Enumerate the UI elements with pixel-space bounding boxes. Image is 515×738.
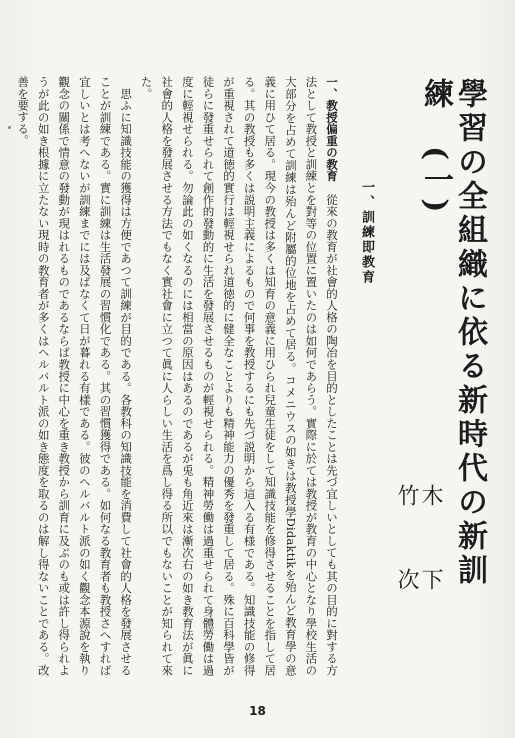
page-number: 18 [249, 704, 266, 718]
paragraph-1 [136, 76, 342, 676]
article-body [12, 76, 342, 676]
paragraph-2: 思ふに知識技能の獲得は方便であつて訓練が目的である。各教科の知識技能を消費して社會的人格を發展させることが訓練である。實に訓練は生活發展の習慣化である。其の習慣獲得である。如何なる教育者も教授さへすれば宜しいとは考へないが訓練までには及ばなくて日が暮れる有樣である。彼のヘルバルト派の如く觀念本源說を執り觀念の關係で情意の發動が現はれるものであるならば教授に中心を重き教授から訓育に及ぶのも或は許し得られようが此の如き根據に立たない現時の教育者が多くはヘルバルト派の如き態度を取るのは解し得ないことである。改善を要する。 [16, 76, 134, 676]
scan-speck [8, 126, 11, 129]
author-name: 木 下 竹 次 [394, 484, 443, 652]
article-title: 學習の全組織に依る新時代の新訓練 (一) [418, 78, 487, 588]
paragraph-1-text: 從來の教育が社會的人格の陶冶を目的としたことは先づ宜しいとしても其の目的に對する方法として教授と訓練とを對等の位置に置いたのは如何であらう。實際に於ては教授が教育の中心となり學校生活の大部分を占めて訓練は殆んど附屬的位地を占めて居る。コメニウスの如きは教授學Didaktikを殆んど教育學の意義に用ひて居る。現今の教授は多くは知育の意義に用ひられ兒童生徒をして知識技能を修得させることを指して居る。其の教授も多くは説明主義によるもので何事を教授するにも先づ説明から這入る有様である。知識技能の修得が重視されて道徳的實行は輕視せられ道徳的に健全なことよりも精神能力の優秀を發重して居る。殊に百科學皆が徒らに發重せられて創作的發動的に生活を發展させるものが輕視せられる。精神勞働は過重せられて身體勞働は過度に輕視せられる。勿論此の如くなるのには相當の原因はあるのであるが兎も角近來は漸次右の如き教育法が眞に社會的人格を發展させる方法でもなく實社會に立つて眞に人らしい生活を爲し得る所以でもないことが知られて來た。 [139, 76, 339, 676]
subheading: 一、教授偏重の教育 [325, 76, 339, 182]
section-heading: 一、訓練即教育 [359, 180, 374, 285]
